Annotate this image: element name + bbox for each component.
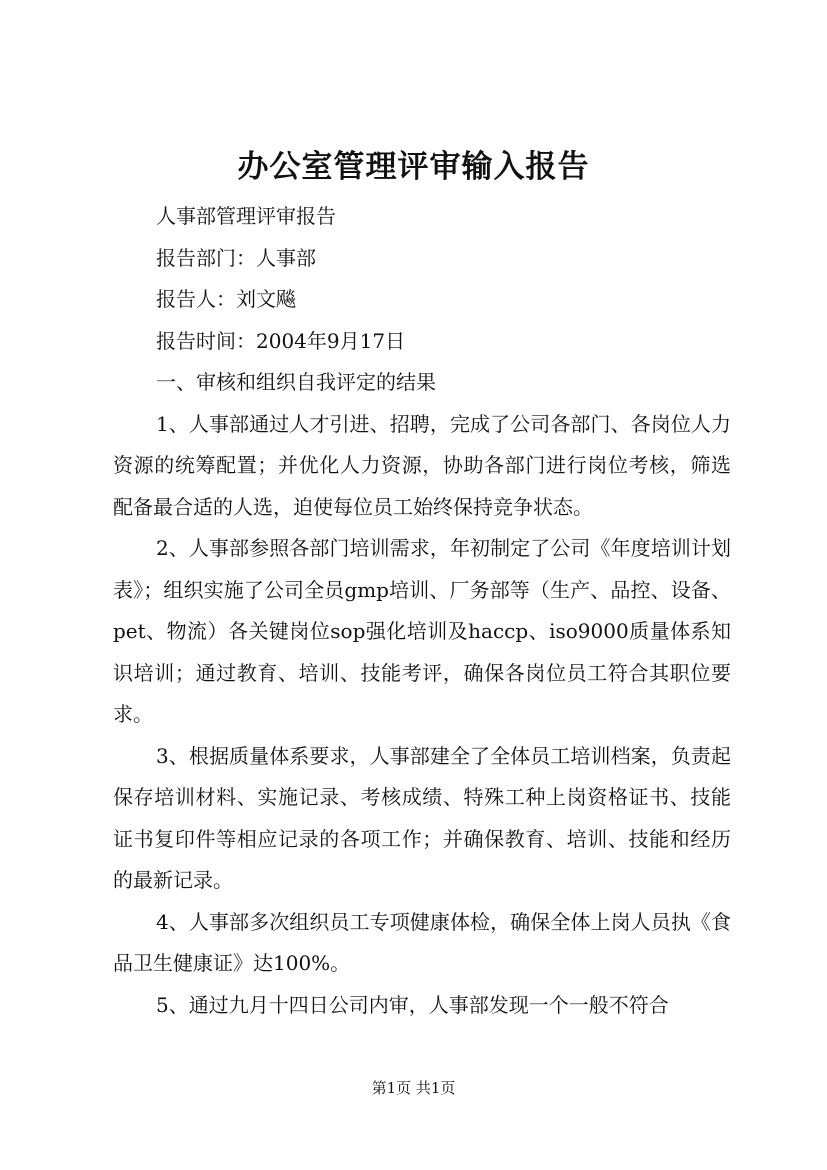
paragraph-2: 2、人事部参照各部门培训需求，年初制定了公司《年度培训计划表》；组织实施了公司全员gmp培训、厂务部等（生产、品控、设备、pet、物流）各关键岗位sop强化培训及haccp、iso9000质量体系知识培训；通过教育、培训、技能考评，确保各岗位员工符合其职位要求。 bbox=[113, 536, 731, 726]
paragraph-1: 1、人事部通过人才引进、招聘，完成了公司各部门、各岗位人力资源的统筹配置；并优化人力资源，协助各部门进行岗位考核，筛选配备最合适的人选，迫使每位员工始终保持竞争状态。 bbox=[113, 411, 731, 519]
section-heading: 一、审核和组织自我评定的结果 bbox=[156, 370, 436, 394]
page-footer: 第1页 共1页 bbox=[371, 1079, 456, 1097]
paragraph-3: 3、根据质量体系要求，人事部建全了全体员工培训档案，负责起保存培训材料、实施记录、考核成绩、特殊工种上岗资格证书、技能证书复印件等相应记录的各项工作；并确保教育、培训、技能和经历的最新记录。 bbox=[113, 743, 731, 892]
report-department: 报告部门：人事部 bbox=[156, 245, 316, 270]
document-title: 办公室管理评审输入报告 bbox=[237, 149, 590, 185]
report-subtitle: 人事部管理评审报告 bbox=[156, 204, 336, 228]
document-body bbox=[113, 196, 731, 1026]
report-time: 报告时间：2004年9月17日 bbox=[156, 328, 406, 353]
paragraph-5: 5、通过九月十四日公司内审，人事部发现一个一般不符合 bbox=[156, 992, 669, 1017]
paragraph-4: 4、人事部多次组织员工专项健康体检，确保全体上岗人员执《食品卫生健康证》达100%。 bbox=[113, 909, 731, 975]
report-reporter: 报告人：刘文飚 bbox=[156, 287, 296, 311]
